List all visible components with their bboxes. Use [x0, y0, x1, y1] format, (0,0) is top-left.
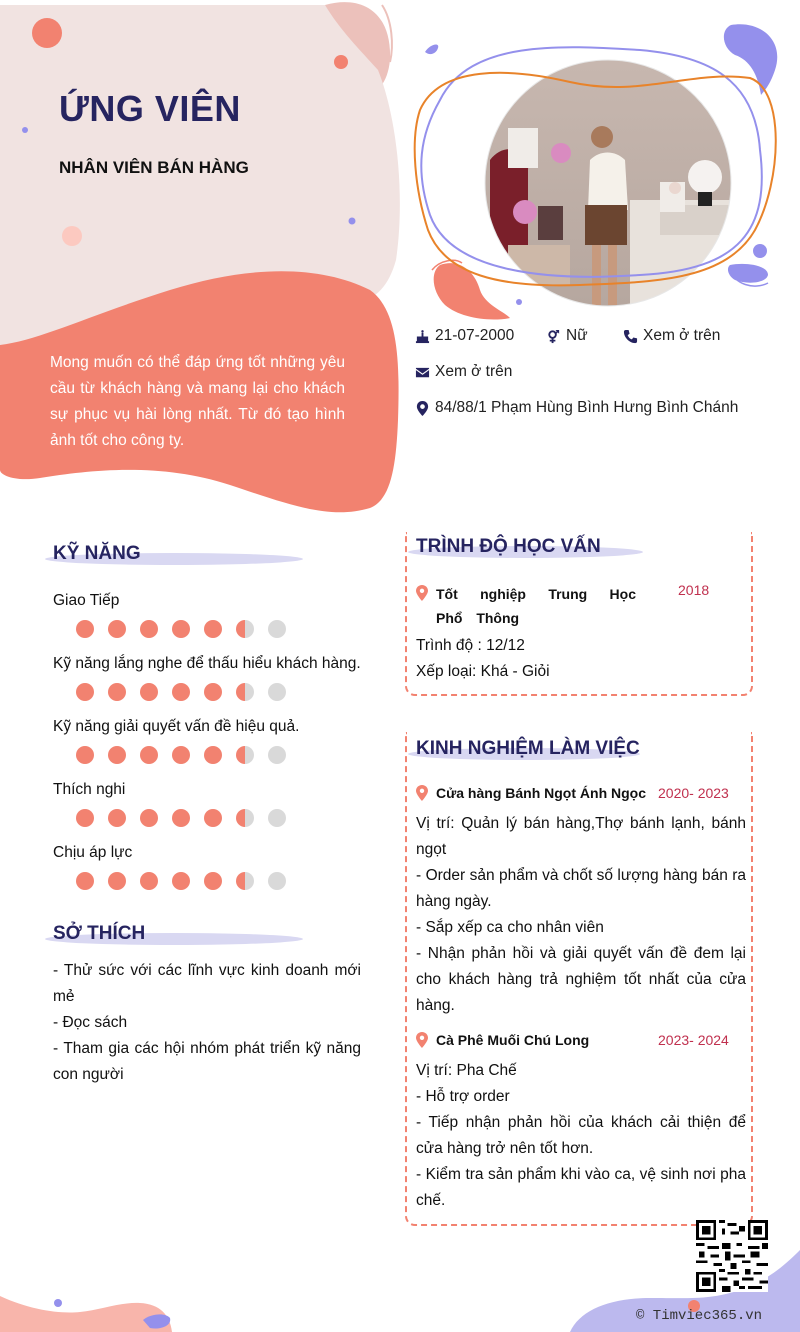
address-value: 84/88/1 Phạm Hùng Bình Hưng Bình Chánh: [435, 399, 739, 416]
rating-dot-full: [204, 620, 222, 638]
rating-dot-full: [172, 620, 190, 638]
skill-rating: [76, 872, 286, 890]
hobby-item: - Đọc sách: [53, 1014, 128, 1031]
rating-dot-full: [76, 809, 94, 827]
company-name: Cà Phê Muối Chú Long: [436, 1032, 590, 1048]
rating-dot-full: [140, 872, 158, 890]
rating-dot-empty: [268, 620, 286, 638]
education-title: TRÌNH ĐỘ HỌC VẤN: [416, 536, 601, 557]
skill-label: Kỹ năng lắng nghe để thấu hiểu khách hàng.: [53, 655, 361, 672]
gender-value: Nữ: [566, 327, 588, 344]
skill-label: Chịu áp lực: [53, 844, 133, 861]
rating-dot-half: [236, 683, 254, 701]
gender-icon: [545, 328, 561, 344]
hobby-item: - Tham gia các hội nhóm phát triển kỹ năng con người: [53, 1040, 361, 1083]
rating-dot-empty: [268, 683, 286, 701]
rating-dot-full: [172, 809, 190, 827]
rating-dot-full: [108, 620, 126, 638]
experience-detail-line: - Nhận phản hồi và giải quyết vấn đề đem lại cho khách hàng trả nghiệm tốt nhất của cửa hàng.: [416, 945, 746, 1014]
contact-address: [414, 399, 738, 417]
experience-details: [416, 811, 746, 1019]
rating-dot-full: [140, 746, 158, 764]
education-year: 2018: [678, 582, 710, 598]
experience-details: [416, 1058, 746, 1214]
rating-dot-full: [204, 809, 222, 827]
job-position: NHÂN VIÊN BÁN HÀNG: [59, 158, 249, 177]
rating-dot-empty: [268, 746, 286, 764]
skill-rating: [76, 746, 286, 764]
map-marker-icon: [416, 1032, 428, 1048]
map-marker-icon: [414, 400, 430, 416]
skill-rating: [76, 683, 286, 701]
hobbies-list: [53, 958, 361, 1088]
rating-dot-empty: [268, 809, 286, 827]
envelope-icon: [414, 364, 430, 380]
email-value: Xem ở trên: [435, 363, 513, 380]
map-marker-icon: [416, 584, 428, 600]
experience-detail-line: - Hỗ trợ order: [416, 1088, 510, 1105]
rating-dot-full: [204, 872, 222, 890]
education-entry-header: [416, 582, 646, 630]
education-detail-line: Trình độ : 12/12: [416, 637, 525, 654]
hobby-item: - Thử sức với các lĩnh vực kinh doanh mới mẻ: [53, 962, 361, 1005]
hobbies-title: SỞ THÍCH: [53, 923, 146, 944]
skill-label: Thích nghi: [53, 781, 126, 798]
birthday-cake-icon: [414, 328, 430, 344]
rating-dot-full: [76, 746, 94, 764]
rating-dot-full: [204, 746, 222, 764]
experience-detail-line: Vị trí: Pha Chế: [416, 1062, 517, 1079]
education-details: [416, 633, 746, 685]
experience-entry-header: [416, 1032, 589, 1048]
career-objective: Mong muốn có thể đáp ứng tốt những yêu cầu từ khách hàng và mang lại cho khách sự phục vụ hài lòng nhất. Từ đó tạo hình ảnh tốt cho công ty.: [50, 354, 345, 449]
experience-detail-line: Vị trí: Quản lý bán hàng,Thợ bánh lạnh, bánh ngọt: [416, 815, 746, 858]
rating-dot-half: [236, 746, 254, 764]
experience-title: KINH NGHIỆM LÀM VIỆC: [416, 738, 640, 759]
rating-dot-full: [140, 620, 158, 638]
experience-detail-line: - Sắp xếp ca cho nhân viên: [416, 919, 604, 936]
experience-detail-line: - Tiếp nhận phản hồi của khách cải thiện để cửa hàng trở nên tốt hơn.: [416, 1114, 746, 1157]
rating-dot-half: [236, 620, 254, 638]
skill-label: Giao Tiếp: [53, 592, 120, 609]
rating-dot-full: [108, 809, 126, 827]
rating-dot-half: [236, 809, 254, 827]
profile-photo: [410, 20, 790, 310]
map-marker-icon: [416, 785, 428, 801]
education-detail-line: Xếp loại: Khá - Giỏi: [416, 663, 550, 680]
birthday-value: 21-07-2000: [435, 327, 515, 344]
rating-dot-full: [204, 683, 222, 701]
qr-code: [696, 1220, 768, 1292]
experience-detail-line: - Order sản phẩm và chốt số lượng hàng bán ra hàng ngày.: [416, 867, 746, 910]
experience-detail-line: - Kiểm tra sản phẩm khi vào ca, vệ sinh nơi pha chế.: [416, 1166, 746, 1209]
rating-dot-full: [172, 872, 190, 890]
experience-period: 2020- 2023: [658, 785, 729, 801]
rating-dot-full: [140, 683, 158, 701]
experience-entry-header: [416, 785, 646, 801]
experience-period: 2023- 2024: [658, 1032, 729, 1048]
rating-dot-full: [172, 683, 190, 701]
rating-dot-full: [76, 620, 94, 638]
rating-dot-full: [76, 683, 94, 701]
contact-email: [414, 363, 512, 381]
contact-gender: [545, 327, 588, 345]
skill-label: Kỹ năng giải quyết vấn đề hiệu quả.: [53, 718, 300, 735]
school-name: Tốt nghiệp Trung Học Phổ Thông: [436, 586, 636, 626]
phone-icon: [622, 328, 638, 344]
watermark: © Timviec365.vn: [636, 1308, 763, 1324]
skills-title: KỸ NĂNG: [53, 543, 141, 564]
candidate-name: ỨNG VIÊN: [59, 88, 241, 129]
rating-dot-full: [108, 683, 126, 701]
contact-birthday: [414, 327, 514, 345]
company-name: Cửa hàng Bánh Ngọt Ánh Ngọc: [436, 785, 647, 801]
rating-dot-full: [108, 872, 126, 890]
skill-rating: [76, 620, 286, 638]
rating-dot-full: [108, 746, 126, 764]
rating-dot-full: [172, 746, 190, 764]
contact-phone: [622, 327, 720, 345]
rating-dot-full: [140, 809, 158, 827]
rating-dot-full: [76, 872, 94, 890]
skill-rating: [76, 809, 286, 827]
rating-dot-half: [236, 872, 254, 890]
phone-value: Xem ở trên: [643, 327, 721, 344]
rating-dot-empty: [268, 872, 286, 890]
